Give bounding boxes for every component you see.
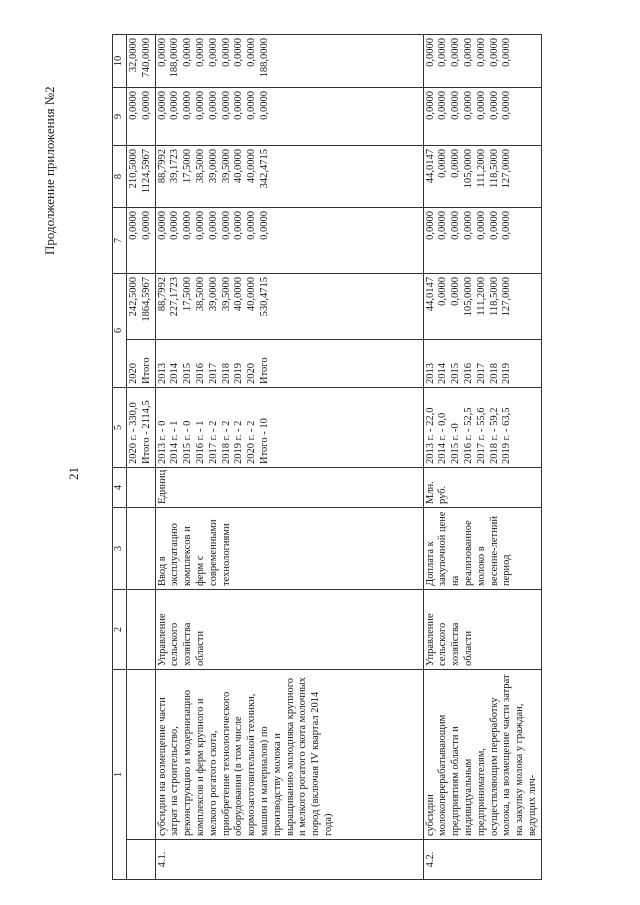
unit: Единиц [155, 468, 423, 508]
col-number-10: 10 [113, 35, 127, 88]
indicator: Доплата к закупочной цене на реализованное молоко в весенне-летний период [423, 508, 541, 590]
program-table [112, 35, 620, 880]
plan-values: 2013 г. - 22,0 2014 г. - 0,0 2015 г. -0 2016 г. - 52,5 2017 г. - 55,6 2018 г. - 59,2 2019 г. - 63,5 [423, 388, 541, 468]
executor: Управление сельского хозяйства области [423, 590, 541, 670]
regional-summary: 210,5000 1124,5967 [127, 146, 156, 208]
executor: Управление сельского хозяйства области [155, 590, 423, 670]
measure-description: субсидии молокоперерабатывающим предприятиям области и индивидуальным предпринимателям, осуществляющим переработку молока, на возмещение части затрат на закупку молока у граждан, ведущих лич- [423, 670, 541, 840]
measure-description: субсидии на возмещение части затрат на строительство, реконструкцию и модернизацию комплексов и ферм крупного и мелкого рогатого скота, приобретение технологического оборудования (в том числе кормозаготовительной техники, машин и материалов) по производству молока и выращиванию молодняка крупного и мелкого рогатого скота молочных пород (включая IV квартал 2014 года) [155, 670, 423, 840]
unit: Млн. руб. [423, 468, 541, 508]
regional-funding: 44,0147 0,0000 0,0000 105,0000 111,2000 118,5000 127,0000 [423, 146, 541, 208]
other-funding: 0,0000 0,0000 0,0000 0,0000 0,0000 0,0000 0,0000 [423, 35, 541, 88]
col-number-1: 1 [113, 670, 127, 880]
col-number-8: 8 [113, 146, 127, 208]
row-number: 4.2. [423, 840, 541, 880]
years: 2013 2014 2015 2016 2017 2018 2019 [423, 340, 541, 388]
federal-summary: 0,0000 0,0000 [127, 208, 156, 274]
table-row [155, 35, 423, 880]
federal-funding: 0,0000 0,0000 0,0000 0,0000 0,0000 0,0000 0,0000 0,0000 0,0000 [155, 208, 423, 274]
plan-values: 2013 г. - 0 2014 г. - 1 2015 г. - 0 2016 г. - 1 2017 г. - 2 2018 г. - 2 2019 г. - 2 2020 г. - 2 Итого - 10 [155, 388, 423, 468]
col-number-4: 4 [113, 468, 127, 508]
page-number: 21 [66, 467, 81, 480]
column-number-row [113, 35, 127, 880]
table-row [127, 35, 156, 880]
other-summary: 32,0000 740,0000 [127, 35, 156, 88]
col-number-7: 7 [113, 208, 127, 274]
total-funding: 88,7992 227,1723 17,5000 38,5000 39,0000 39,5000 40,0000 40,0000 530,4715 [155, 274, 423, 340]
local-summary: 0,0000 0,0000 [127, 88, 156, 146]
years: 2013 2014 2015 2016 2017 2018 2019 2020 Итого [155, 340, 423, 388]
local-funding: 0,0000 0,0000 0,0000 0,0000 0,0000 0,0000 0,0000 0,0000 0,0000 [155, 88, 423, 146]
row-number: 4.1. [155, 840, 423, 880]
indicator: Ввод в эксплуатацию комплексов и ферм с современными технологиями [155, 508, 423, 590]
table-row [423, 35, 541, 880]
measures-table [112, 34, 542, 880]
continuation-title: Продолжение приложения №2 [42, 86, 57, 255]
col-number-6: 6 [113, 274, 127, 388]
col-number-2: 2 [113, 590, 127, 670]
col-number-9: 9 [113, 88, 127, 146]
col-number-3: 3 [113, 508, 127, 590]
col-number-5: 5 [113, 388, 127, 468]
total-summary: 242,5000 1864,5967 [127, 274, 156, 340]
year-summary: 2020 Итого [127, 340, 156, 388]
regional-funding: 88,7992 39,1723 17,5000 38,5000 39,0000 39,5000 40,0000 40,0000 342,4715 [155, 146, 423, 208]
plan-summary: 2020 г. - 330,0 Итого - 2114,5 [127, 388, 156, 468]
federal-funding: 0,0000 0,0000 0,0000 0,0000 0,0000 0,0000 0,0000 [423, 208, 541, 274]
other-funding: 0,0000 188,0000 0,0000 0,0000 0,0000 0,0000 0,0000 0,0000 188,0000 [155, 35, 423, 88]
local-funding: 0,0000 0,0000 0,0000 0,0000 0,0000 0,0000 0,0000 [423, 88, 541, 146]
total-funding: 44,0147 0,0000 0,0000 105,0000 111,2000 118,5000 127,0000 [423, 274, 541, 340]
